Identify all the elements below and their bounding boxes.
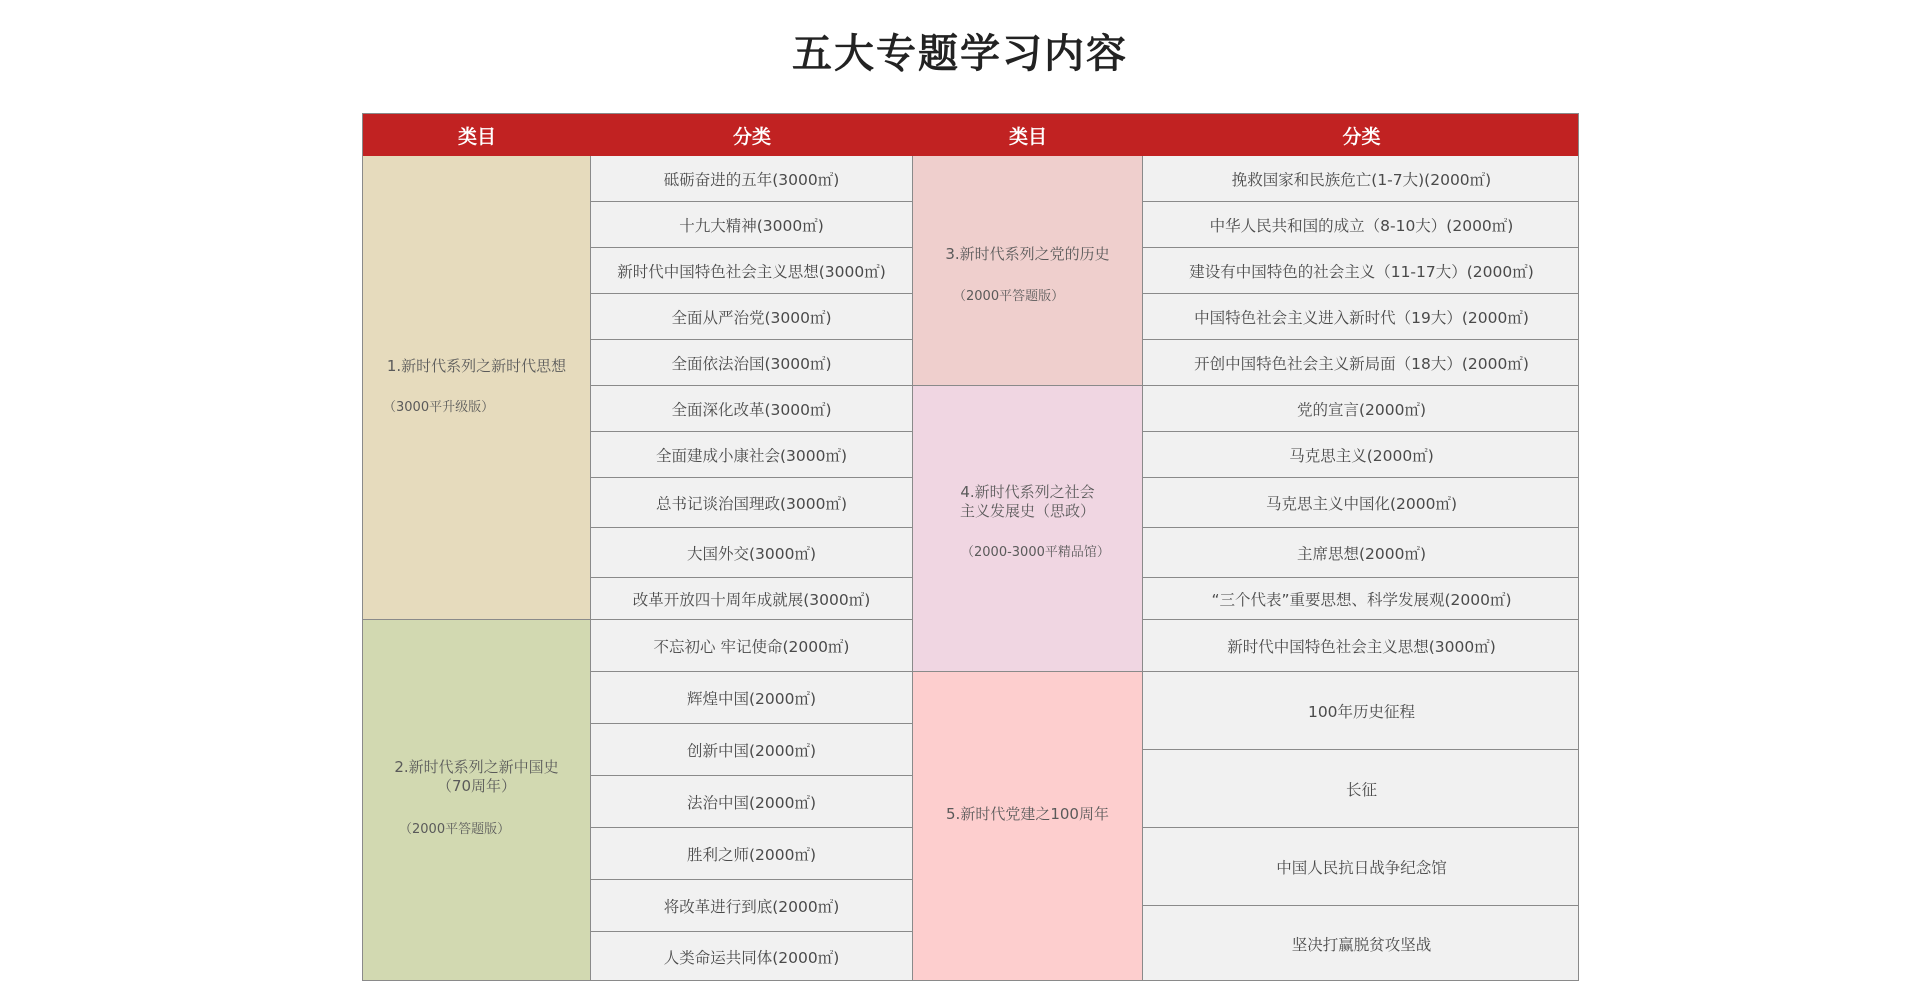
page-title: 五大专题学习内容: [792, 31, 1128, 77]
category-title: 5.新时代党建之100周年: [946, 805, 1109, 823]
category-title: 4.新时代系列之社会主义发展史（思政）: [959, 483, 1095, 520]
header-subcategory-1: 分类: [591, 114, 913, 156]
category-cell: [913, 386, 1143, 672]
topic-cell: 党的宣言(2000㎡): [1143, 386, 1579, 432]
topic-cell: 全面建成小康社会(3000㎡): [591, 432, 913, 478]
topic-cell: 法治中国(2000㎡): [591, 776, 913, 828]
topic-cell: 中国人民抗日战争纪念馆: [1143, 828, 1579, 906]
topic-cell: 马克思主义中国化(2000㎡): [1143, 478, 1579, 528]
topic-cell: 长征: [1143, 750, 1579, 828]
topic-cell: 将改革进行到底(2000㎡): [591, 880, 913, 932]
topic-cell: 中国特色社会主义进入新时代（19大）(2000㎡): [1143, 294, 1579, 340]
topic-cell: 新时代中国特色社会主义思想(3000㎡): [591, 248, 913, 294]
topic-cell: 十九大精神(3000㎡): [591, 202, 913, 248]
topic-cell: 改革开放四十周年成就展(3000㎡): [591, 578, 913, 620]
topic-cell: 全面深化改革(3000㎡): [591, 386, 913, 432]
topic-cell: 人类命运共同体(2000㎡): [591, 932, 913, 981]
topic-cell: 开创中国特色社会主义新局面（18大）(2000㎡): [1143, 340, 1579, 386]
category-note: （2000平答题版）: [953, 289, 1065, 304]
topic-cell: 大国外交(3000㎡): [591, 528, 913, 578]
category-cell: [913, 672, 1143, 981]
topic-cell: 挽救国家和民族危亡(1-7大)(2000㎡): [1143, 156, 1579, 202]
header-category-1: 类目: [363, 114, 591, 156]
topic-cell: 创新中国(2000㎡): [591, 724, 913, 776]
topic-cell: “三个代表”重要思想、科学发展观(2000㎡): [1143, 578, 1579, 620]
topic-cell: 新时代中国特色社会主义思想(3000㎡): [1143, 620, 1579, 672]
topics-table: [362, 113, 1579, 981]
topic-cell: 不忘初心 牢记使命(2000㎡): [591, 620, 913, 672]
category-cell: [363, 620, 591, 981]
category-cell: [913, 156, 1143, 386]
category-title: 2.新时代系列之新中国史（70周年）: [394, 758, 559, 795]
category-title: 3.新时代系列之党的历史: [945, 245, 1110, 263]
topic-cell: 中华人民共和国的成立（8-10大）(2000㎡): [1143, 202, 1579, 248]
topic-cell: 坚决打赢脱贫攻坚战: [1143, 906, 1579, 981]
category-note: （2000-3000平精品馆）: [961, 545, 1110, 560]
topic-cell: 总书记谈治国理政(3000㎡): [591, 478, 913, 528]
category-title: 1.新时代系列之新时代思想: [386, 357, 567, 375]
topic-cell: 全面从严治党(3000㎡): [591, 294, 913, 340]
topic-cell: 砥砺奋进的五年(3000㎡): [591, 156, 913, 202]
header-category-2: 类目: [913, 114, 1143, 156]
topic-cell: 建设有中国特色的社会主义（11-17大）(2000㎡): [1143, 248, 1579, 294]
topic-cell: 100年历史征程: [1143, 672, 1579, 750]
topic-cell: 马克思主义(2000㎡): [1143, 432, 1579, 478]
topic-cell: 主席思想(2000㎡): [1143, 528, 1579, 578]
category-note: （3000平升级版）: [383, 400, 495, 415]
topic-cell: 全面依法治国(3000㎡): [591, 340, 913, 386]
header-subcategory-2: 分类: [1143, 114, 1579, 156]
topic-cell: 辉煌中国(2000㎡): [591, 672, 913, 724]
category-cell: [363, 156, 591, 620]
category-note: （2000平答题版）: [399, 822, 511, 837]
topic-cell: 胜利之师(2000㎡): [591, 828, 913, 880]
